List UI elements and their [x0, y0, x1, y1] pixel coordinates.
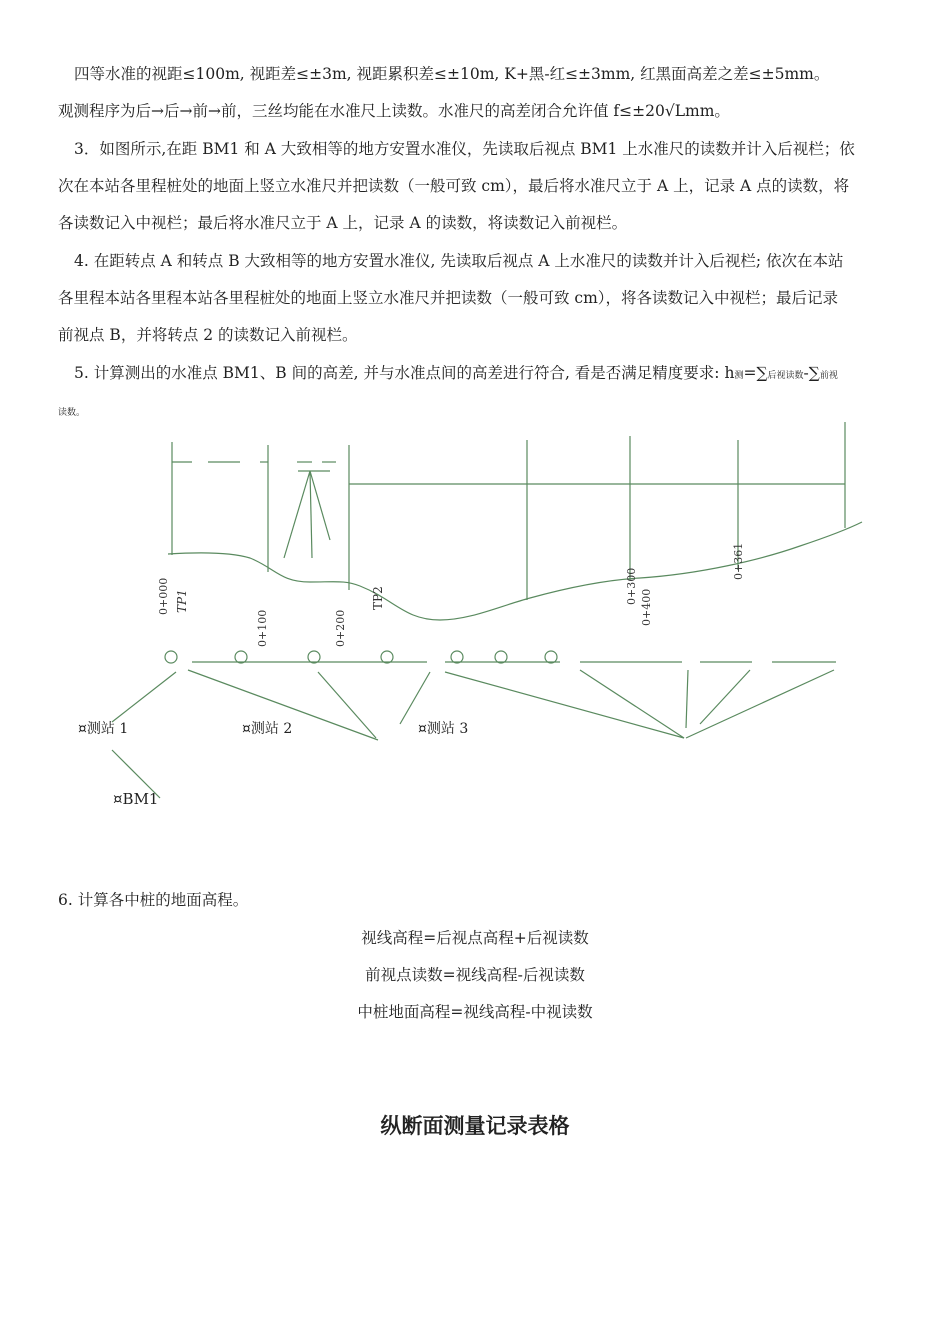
equation-stake-elevation: 中桩地面高程=视线高程-中视读数 [357, 1003, 593, 1021]
stake-circle-4 [381, 651, 393, 663]
stake-circle-6 [495, 651, 507, 663]
step5-line-1 [58, 355, 894, 395]
step4-line-3: 前视点 B，并将转点 2 的读数记入前视栏。 [58, 326, 358, 344]
step3-line-3: 各读数记入中视栏；最后将水准尺立于 A 上，记录 A 的读数，将读数记入前视栏。 [58, 214, 628, 232]
bm1-label: ¤BM1 [113, 790, 159, 808]
stake-label-0100: 0+100 [256, 609, 269, 647]
stake-circle-5 [451, 651, 463, 663]
stake-circle-3 [308, 651, 320, 663]
step5-sub-measured: 测 [734, 371, 744, 381]
intro-paragraph [58, 56, 894, 130]
tripod-leg-left [284, 471, 310, 558]
step5-sum-2: -∑ [803, 364, 820, 382]
station-1-label: ¤测站 1 [78, 721, 129, 737]
step5-main: 5. 计算测出的水准点 BM1、B 间的高差, 并与水准点间的高差进行符合, 看是否满足精度要求: h [74, 364, 735, 382]
stake-label-tp2: TP2 [371, 586, 385, 610]
tripod-leg-right [310, 471, 330, 540]
intro-line-1: 四等水准的视距≤100m, 视距差≤±3m, 视距累积差≤±10m, K+黑-红≤±3mm, 红黑面高差之差≤±5mm。 [74, 65, 830, 83]
station2-ray-front [400, 672, 430, 724]
station3-ray-1 [445, 672, 684, 738]
equation-foresight-reading: 前视点读数=视线高程-后视读数 [365, 966, 585, 984]
step5-sub-foresight: 前视 [819, 371, 838, 381]
ground-profile-line [168, 522, 862, 620]
stake-circle-1 [165, 651, 177, 663]
stake-label-tp1: TP1 [175, 589, 189, 613]
stake-label-0361: 0+361 [732, 542, 745, 580]
step5-tail: 读数。 [58, 408, 86, 418]
station-2-label: ¤测站 2 [242, 721, 293, 737]
station3-ray-5 [686, 670, 834, 738]
step4-paragraph [58, 243, 894, 354]
table-title: 纵断面测量记录表格 [380, 1113, 570, 1138]
station3-ray-2 [580, 670, 684, 738]
step5-paragraph [58, 355, 894, 395]
step5-sum-1: =∑ [743, 364, 768, 382]
equation-sight-elevation: 视线高程=后视点高程+后视读数 [361, 929, 589, 947]
stake-label-0300: 0+300 [625, 567, 638, 605]
step3-paragraph [58, 131, 894, 242]
station3-ray-3 [686, 670, 688, 728]
station-3-label: ¤测站 3 [418, 721, 469, 737]
step5-sub-backsight: 后视读数 [767, 371, 804, 381]
stake-circle-2 [235, 651, 247, 663]
stake-label-0400: 0+400 [640, 588, 653, 626]
step6-paragraph: 6. 计算各中桩的地面高程。 [58, 891, 249, 909]
intro-line-2: 观测程序为后→后→前→前，三丝均能在水准尺上读数。水准尺的高差闭合允许值 f≤±20√Lmm。 [58, 102, 730, 120]
step4-line-2: 各里程本站各里程本站各里程桩处的地面上竖立水准尺并把读数（一般可致 cm），将各读数记入中视栏；最后记录 [58, 289, 839, 307]
stake-label-0200: 0+200 [334, 609, 347, 647]
profile-survey-diagram [0, 420, 950, 820]
step4-line-1: 4. 在距转点 A 和转点 B 大致相等的地方安置水准仪, 先读取后视点 A 上水准尺的读数并计入后视栏; 依次在本站 [74, 252, 844, 270]
station3-ray-4 [700, 670, 750, 724]
stake-label-0000: 0+000 [157, 577, 170, 615]
stake-circle-7 [545, 651, 557, 663]
step3-line-2: 次在本站各里程桩处的地面上竖立水准尺并把读数（一般可致 cm），最后将水准尺立于 A 上，记录 A 点的读数，将 [58, 177, 850, 195]
step3-line-1: 3．如图所示,在距 BM1 和 A 大致相等的地方安置水准仪，先读取后视点 BM1 上水准尺的读数并计入后视栏；依 [74, 140, 855, 158]
station1-ray-back [112, 672, 176, 722]
tripod-leg-mid [310, 471, 312, 558]
